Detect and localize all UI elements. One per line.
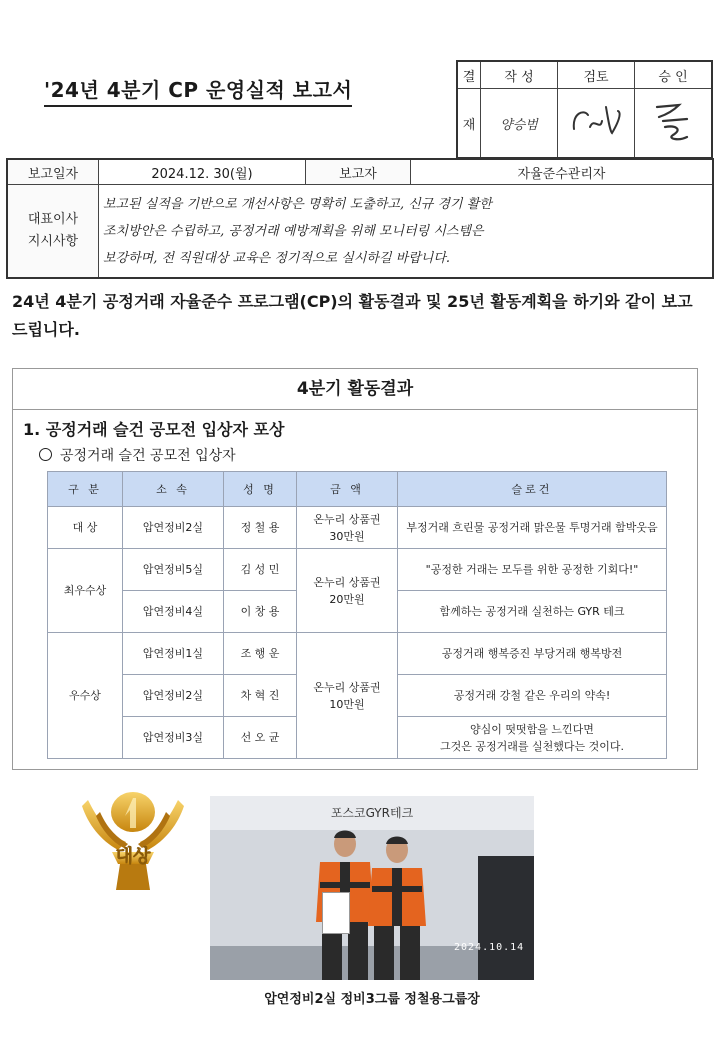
- name-cell: 조 행 운: [224, 633, 297, 675]
- name-cell: 이 창 용: [224, 591, 297, 633]
- slogan-cell: 양심이 떳떳함을 느낀다면 그것은 공정거래를 실천했다는 것이다.: [398, 717, 667, 759]
- approval-header-author: 작 성: [481, 61, 558, 89]
- header-grade: 구 분: [48, 472, 123, 507]
- header-name: 성 명: [224, 472, 297, 507]
- slogan-cell: "공정한 거래는 모두를 위한 공정한 기회다!": [398, 549, 667, 591]
- header-dept: 소 속: [123, 472, 224, 507]
- approval-side-top: 결: [457, 61, 481, 89]
- header-prize: 금 액: [297, 472, 398, 507]
- directive-line: 조치방안은 수립하고, 공정거래 예방계획을 위해 모니터링 시스템은: [103, 223, 484, 239]
- reporter-label: 보고자: [306, 159, 411, 185]
- circle-bullet-icon: [39, 448, 52, 461]
- approval-side-bottom: 재: [457, 89, 481, 159]
- name-cell: 선 오 균: [224, 717, 297, 759]
- approver-signature-mark: [643, 99, 703, 143]
- header-slogan: 슬로건: [398, 472, 667, 507]
- reporter-value: 자율준수관리자: [411, 159, 714, 185]
- table-row: [48, 507, 667, 549]
- trophy-icon: [78, 790, 188, 894]
- dept-cell: 압연정비2실: [123, 675, 224, 717]
- photo-banner: 포스코GYR테크: [210, 796, 534, 830]
- slogan-cell: 함께하는 공정거래 실천하는 GYR 테크: [398, 591, 667, 633]
- photo-timestamp: 2024.10.14: [454, 942, 525, 953]
- person-right: [362, 832, 432, 980]
- prize-cell: 온누리 상품권 10만원: [297, 633, 398, 759]
- reviewer-signature: [558, 89, 635, 159]
- directive-line: 보고된 실적을 기반으로 개선사항은 명확히 도출하고, 신규 경기 활한: [103, 196, 492, 212]
- report-date-value: 2024.12. 30(월): [99, 159, 306, 185]
- report-date-label: 보고일자: [7, 159, 99, 185]
- table-row: [48, 633, 667, 675]
- directive-line: 보강하며, 전 직원대상 교육은 정기적으로 실시하길 바랍니다.: [103, 250, 451, 266]
- sub-title: [39, 445, 236, 465]
- approval-header-approve: 승 인: [635, 61, 713, 89]
- photo-door: [478, 856, 534, 980]
- approval-box: [456, 60, 713, 159]
- grade-cell: 최우수상: [48, 549, 123, 633]
- dept-cell: 압연정비5실: [123, 549, 224, 591]
- dept-cell: 압연정비4실: [123, 591, 224, 633]
- report-info-table: [6, 158, 714, 279]
- grade-cell: 우수상: [48, 633, 123, 759]
- dept-cell: 압연정비3실: [123, 717, 224, 759]
- name-cell: 김 성 민: [224, 549, 297, 591]
- document-title: '24년 4분기 CP 운영실적 보고서: [44, 74, 352, 107]
- awards-header-row: [48, 472, 667, 507]
- directive-label: 대표이사 지시사항: [7, 185, 99, 279]
- approval-header-review: 검토: [558, 61, 635, 89]
- section-heading: 4분기 활동결과: [13, 369, 697, 410]
- dept-cell: 압연정비2실: [123, 507, 224, 549]
- results-section: [12, 368, 698, 770]
- author-signature: [481, 89, 558, 159]
- photo-caption: 압연정비2실 정비3그룹 정철용그룹장: [264, 992, 480, 1007]
- prize-cell: 온누리 상품권 30만원: [297, 507, 398, 549]
- slogan-cell: 공정거래 행복증진 부당거래 행복방전: [398, 633, 667, 675]
- dept-cell: 압연정비1실: [123, 633, 224, 675]
- directive-text: [99, 185, 714, 279]
- author-signature-text: 양승범: [500, 117, 538, 133]
- name-cell: 차 혁 진: [224, 675, 297, 717]
- intro-paragraph: 24년 4분기 공정거래 자율준수 프로그램(CP)의 활동결과 및 25년 활동계획을 하기와 같이 보고 드립니다.: [12, 292, 693, 339]
- slogan-cell: 부정거래 흐린물 공정거래 맑은물 투명거래 함박웃음: [398, 507, 667, 549]
- name-cell: 정 철 용: [224, 507, 297, 549]
- prize-cell: 온누리 상품권 20만원: [297, 549, 398, 633]
- trophy-label: 대상: [115, 846, 151, 867]
- table-row: [48, 549, 667, 591]
- certificate: [322, 892, 350, 934]
- reviewer-signature-mark: [566, 101, 626, 141]
- item-title: 1. 공정거래 슬건 공모전 입상자 포상: [23, 420, 285, 439]
- sub-title-text: 공정거래 슬건 공모전 입상자: [60, 448, 236, 464]
- award-photo: [210, 796, 534, 980]
- approver-signature: [635, 89, 713, 159]
- grade-cell: 대 상: [48, 507, 123, 549]
- awards-table: [47, 471, 667, 759]
- slogan-cell: 공정거래 강철 같은 우리의 약속!: [398, 675, 667, 717]
